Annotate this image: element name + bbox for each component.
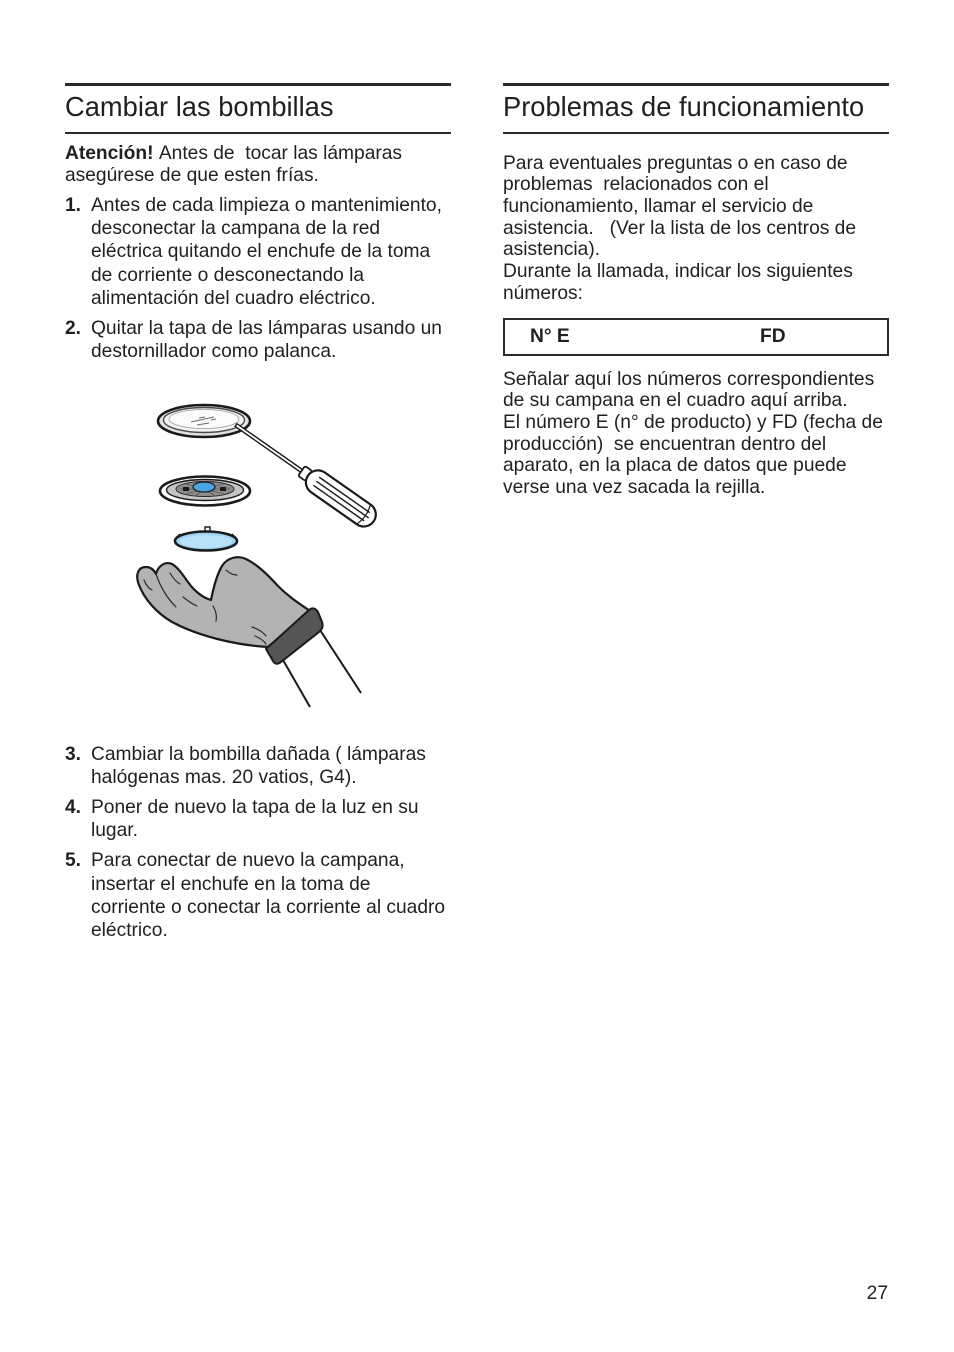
lamp-holder-ring-icon — [160, 477, 250, 506]
section-heading-troubleshooting: Problemas de funcionamiento — [503, 83, 889, 134]
step-item-1 — [65, 194, 451, 310]
right-column — [503, 0, 889, 1352]
step-number: 2. — [65, 317, 82, 339]
step-item-2 — [65, 317, 451, 363]
lamp-replacement-illustration — [130, 395, 390, 715]
step-number: 3. — [65, 744, 82, 765]
steps-list-after-figure — [65, 743, 451, 949]
step-number: 5. — [65, 850, 82, 872]
lamp-cover-icon — [158, 405, 250, 437]
step-number: 1. — [65, 195, 82, 216]
halogen-bulb-glass-icon — [175, 527, 237, 551]
page-number: 27 — [866, 1283, 888, 1304]
step-text: Poner de nuevo la tapa de la luz en su lugar. — [91, 797, 419, 842]
product-id-note: Señalar aquí los números correspondientes de su campana en el cuadro aquí arriba. El número E (n° de producto) y FD (fecha de producción) se encuentran dentro del aparato, en la placa de datos que puede verse una vez sacada la rejilla. — [503, 368, 883, 499]
step-item-5 — [65, 849, 451, 942]
fd-label: FD — [760, 326, 786, 347]
step-text: Para conectar de nuevo la campana, insertar el enchufe en la toma de corriente o conectar la corriente al cuadro eléctrico. — [91, 850, 446, 942]
wrist-line-right — [320, 630, 361, 693]
step-text: Quitar la tapa de las lámparas usando un destornillador como palanca. — [91, 317, 442, 363]
product-id-box — [503, 318, 889, 356]
attention-note — [65, 143, 451, 187]
gloved-hand-icon — [137, 557, 361, 707]
e-number-label: N° E — [530, 326, 570, 347]
attention-text: Antes de tocar las lámparas asegúrese de que esten frías. — [65, 143, 403, 186]
screwdriver-icon — [229, 415, 380, 531]
troubleshooting-intro: Para eventuales preguntas o en caso de problemas relacionados con el funcionamiento, llamar el servicio de asistencia. (Ver la lista de los centros de asistencia). Durante la llamada, indicar los siguientes números: — [503, 152, 857, 304]
attention-label: Atención! — [65, 143, 154, 164]
step-item-3 — [65, 743, 451, 789]
section-heading-change-bulbs: Cambiar las bombillas — [65, 83, 451, 134]
wrist-line-left — [283, 660, 310, 707]
step-text: Antes de cada limpieza o mantenimiento, desconectar la campana de la red eléctrica quitando el enchufe de la toma de corriente o desconectando la alimentación del cuadro eléctrico. — [91, 195, 442, 309]
step-number: 4. — [65, 797, 82, 819]
steps-list-before-figure — [65, 194, 451, 370]
step-item-4 — [65, 796, 451, 842]
step-text: Cambiar la bombilla dañada ( lámparas halógenas mas. 20 vatios, G4). — [91, 744, 426, 789]
